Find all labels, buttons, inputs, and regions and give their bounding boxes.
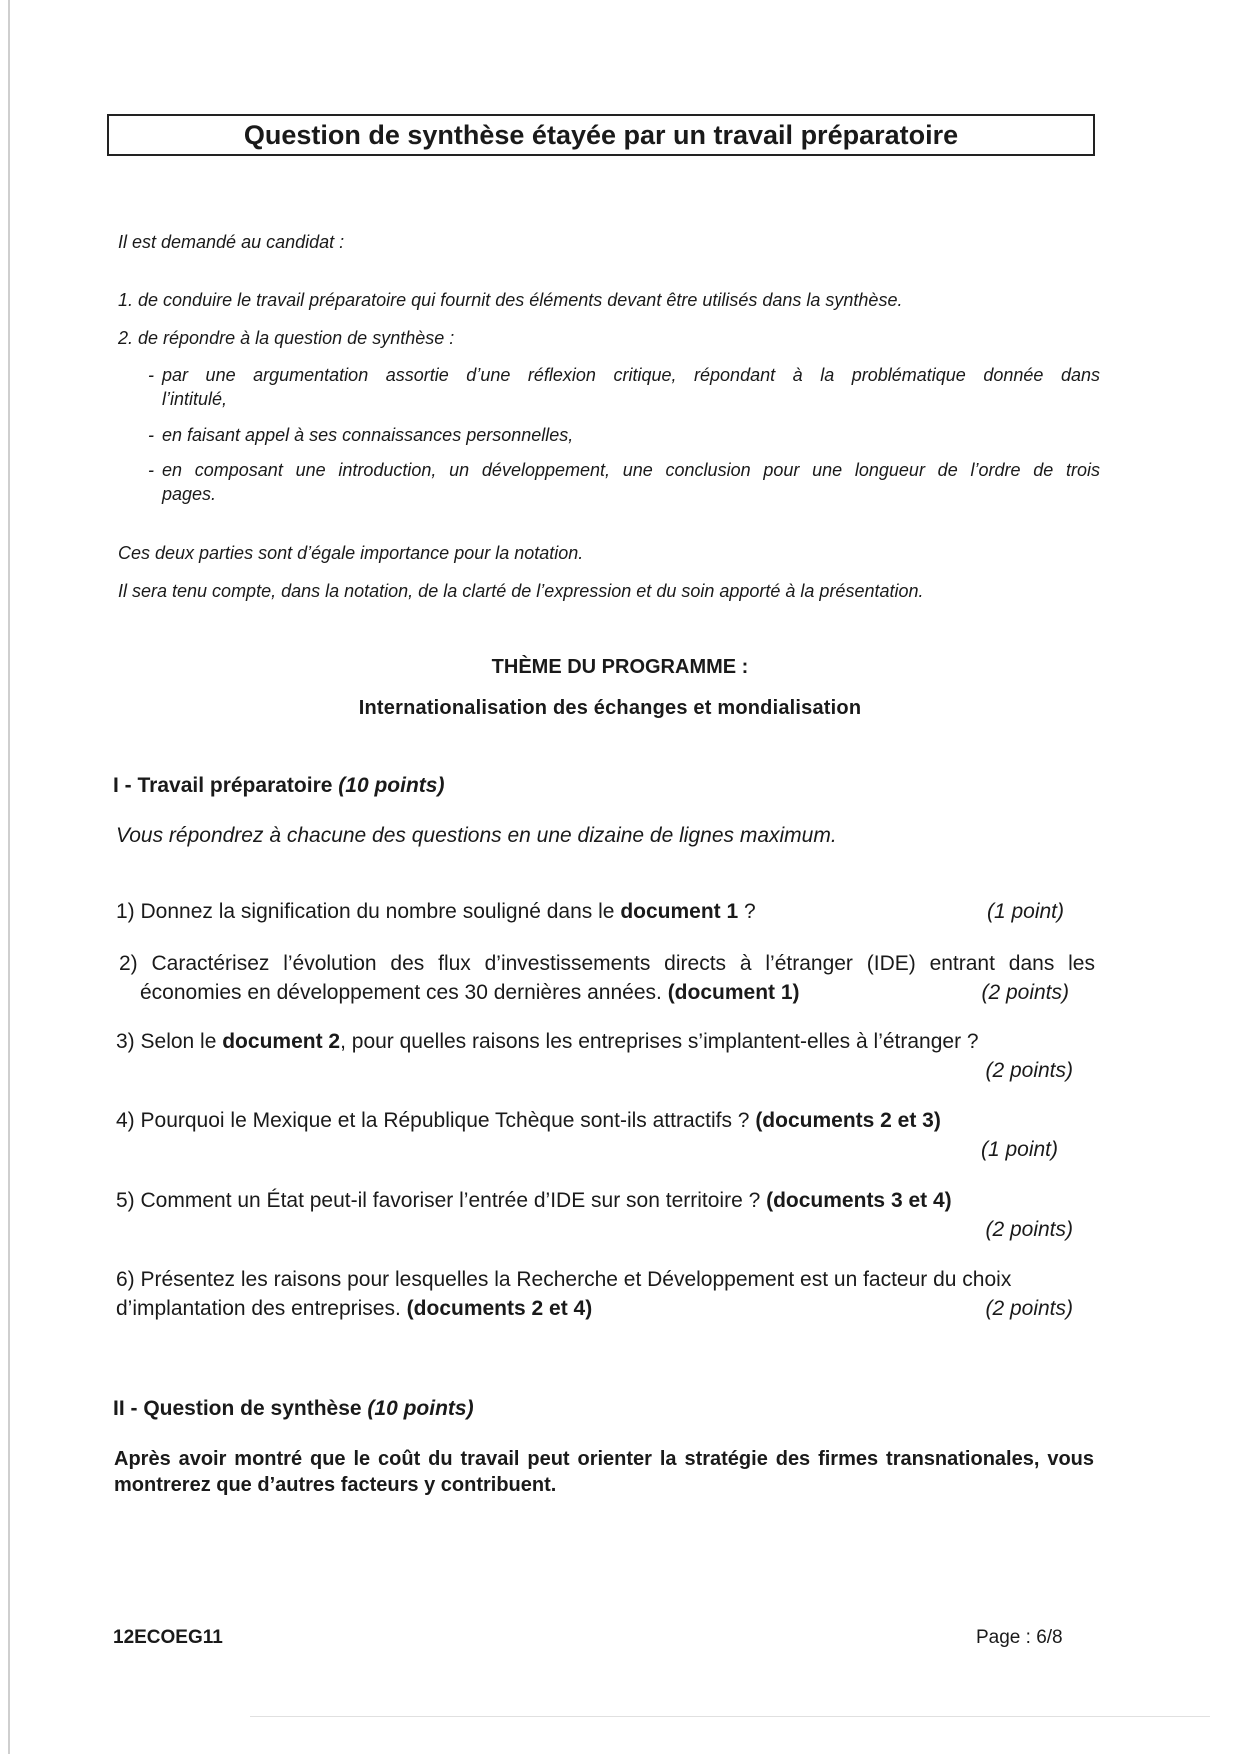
page-number: Page : 6/8	[976, 1627, 1063, 1648]
question-1	[116, 897, 1064, 926]
page-title: Question de synthèse étayée par un travail préparatoire	[107, 114, 1095, 156]
question-doc-ref: (documents 3 et 4)	[766, 1189, 952, 1212]
theme-subject: Internationalisation des échanges et mondialisation	[358, 697, 862, 719]
question-text: ?	[738, 900, 756, 923]
question-text: économies en développement ces 30 dernières années.	[140, 981, 668, 1004]
instruction-bullet	[148, 423, 1100, 447]
note-presentation: Il sera tenu compte, dans la notation, de la clarté de l’expression et du soin apporté à la présentation.	[118, 581, 924, 601]
bullet-dash: -	[148, 460, 154, 480]
question-3	[116, 1027, 1073, 1085]
question-points: (1 point)	[986, 900, 1064, 923]
question-doc-ref: (documents 2 et 4)	[406, 1297, 593, 1320]
question-text: 5) Comment un État peut-il favoriser l’entrée d’IDE sur son territoire ?	[116, 1189, 767, 1212]
question-2	[119, 949, 1095, 1007]
question-text: 3) Selon le	[116, 1030, 223, 1053]
bullet-line: l’intitulé,	[162, 389, 228, 409]
question-doc-ref: (document 1)	[667, 981, 800, 1004]
part1-intro: Vous répondrez à chacune des questions en une dizaine de lignes maximum.	[116, 824, 837, 847]
question-text: , pour quelles raisons les entreprises s’implantent-elles à l’étranger ?	[340, 1030, 979, 1053]
instruction-bullet	[148, 458, 1100, 506]
question-points: (2 points)	[985, 1218, 1073, 1241]
note-importance: Ces deux parties sont d’égale importance pour la notation.	[118, 543, 584, 563]
instructions-intro: Il est demandé au candidat :	[118, 232, 345, 252]
bullet-line: par une argumentation assortie d’une réflexion critique, répondant à la problématique donnée dans	[162, 365, 1100, 385]
question-doc-ref: document 1	[620, 900, 739, 923]
question-6	[116, 1265, 1073, 1323]
part1-heading	[113, 774, 444, 798]
bullet-dash: -	[148, 425, 154, 445]
question-points: (2 points)	[985, 1059, 1073, 1082]
scan-edge	[250, 1716, 1210, 1717]
part1-points: (10 points)	[338, 774, 445, 797]
scan-edge	[8, 0, 10, 1754]
instruction-item-2: 2. de répondre à la question de synthèse :	[118, 328, 455, 348]
question-doc-ref: (documents 2 et 3)	[755, 1109, 941, 1132]
question-text: 4) Pourquoi le Mexique et la République Tchèque sont-ils attractifs ?	[116, 1109, 756, 1132]
bullet-line: en faisant appel à ses connaissances personnelles,	[162, 425, 574, 445]
bullet-dash: -	[148, 365, 154, 385]
synthesis-question: Après avoir montré que le coût du travail peut orienter la stratégie des firmes transnationales, vous montrerez que d’autres facteurs y contribuent.	[114, 1448, 1094, 1496]
part2-points: (10 points)	[367, 1397, 474, 1420]
part1-heading-text: I - Travail préparatoire	[113, 774, 339, 797]
question-text: d’implantation des entreprises.	[116, 1297, 407, 1320]
question-text: 6) Présentez les raisons pour lesquelles la Recherche et Développement est un facteur du choix	[116, 1268, 1012, 1291]
bullet-line: en composant une introduction, un développement, une conclusion pour une longueur de l’ordre de trois	[162, 460, 1100, 480]
question-5	[116, 1186, 1073, 1244]
question-4	[116, 1106, 1058, 1164]
question-points: (1 point)	[980, 1138, 1058, 1161]
question-points: (2 points)	[981, 981, 1069, 1004]
question-points: (2 points)	[985, 1297, 1073, 1320]
question-text: 1) Donnez la signification du nombre souligné dans le	[116, 900, 621, 923]
instruction-bullet	[148, 363, 1100, 411]
question-text: 2) Caractérisez l’évolution des flux d’investissements directs à l’étranger (IDE) entrant dans les	[119, 952, 1095, 975]
instruction-item-1: 1. de conduire le travail préparatoire qui fournit des éléments devant être utilisés dans la synthèse.	[118, 290, 903, 310]
exam-code: 12ECOEG11	[113, 1627, 223, 1648]
part2-heading	[113, 1397, 474, 1421]
bullet-line: pages.	[162, 484, 217, 504]
part2-heading-text: II - Question de synthèse	[113, 1397, 368, 1420]
question-doc-ref: document 2	[222, 1030, 341, 1053]
theme-label: THÈME DU PROGRAMME :	[491, 656, 749, 678]
